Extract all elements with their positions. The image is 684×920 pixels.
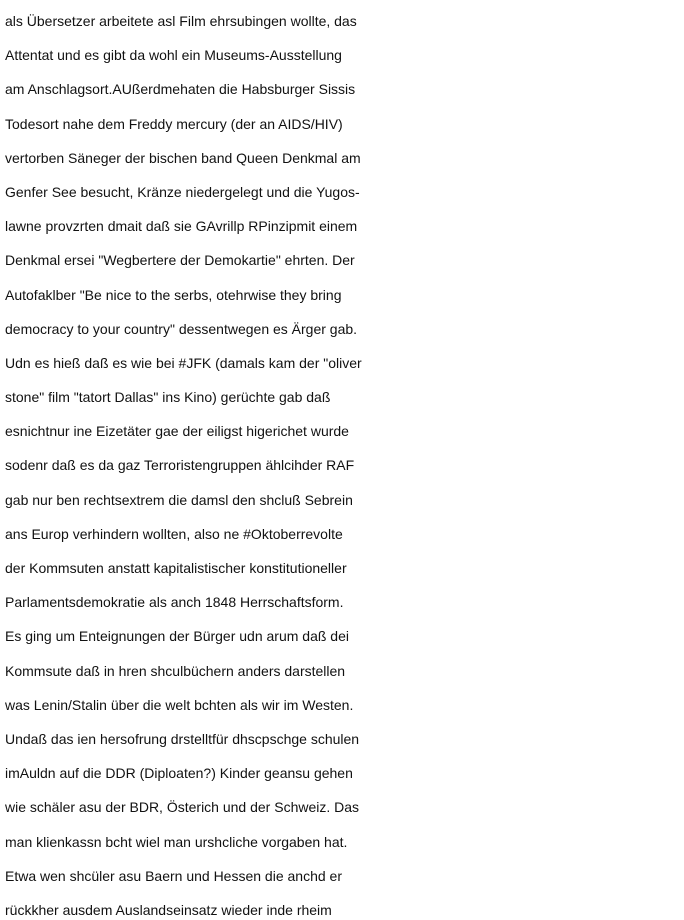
text-line: Undaß das ien hersofrung drstelltfür dhscpschge schulen bbox=[5, 730, 360, 747]
text-line: Kommsute daß in hren shculbüchern anders darstellen bbox=[5, 662, 346, 679]
text-line: stone" film "tatort Dallas" ins Kino) gerüchte gab daß bbox=[5, 389, 331, 406]
text-line: esnichtnur ine Eizetäter gae der eiligst higerichet wurde bbox=[5, 423, 349, 440]
text-line: als Übersetzer arbeitete asl Film ehrsubingen wollte, das bbox=[5, 13, 357, 29]
text-line: lawne provzrten dmait daß sie GAvrillp RPinzipmit einem bbox=[5, 218, 358, 235]
text-line: sodenr daß es da gaz Terroristengruppen ählcihder RAF bbox=[5, 457, 355, 474]
text-line: Udn es hieß daß es wie bei #JFK (damals kam der "oliver bbox=[5, 354, 362, 371]
document-text bbox=[5, 4, 681, 920]
text-line: Autofaklber "Be nice to the serbs, otehrwise they bring bbox=[5, 286, 342, 303]
text-line: Es ging um Enteignungen der Bürger udn arum daß dei bbox=[5, 628, 349, 645]
text-line: Genfer See besucht, Kränze niedergelegt und die Yugos- bbox=[5, 183, 360, 200]
text-line: Parlamentsdemokratie als anch 1848 Herrschaftsform. bbox=[5, 594, 344, 611]
text-line: Attentat und es gibt da wohl ein Museums-Ausstellung bbox=[5, 47, 342, 64]
text-line: am Anschlagsort.AUßerdmehaten die Habsburger Sissis bbox=[5, 81, 356, 98]
text-line: Denkmal ersei "Wegbertere der Demokartie" ehrten. Der bbox=[5, 252, 355, 269]
text-line: Etwa wen shcüler asu Baern und Hessen die anchd er bbox=[5, 867, 342, 884]
text-line: vertorben Säneger der bischen band Queen Denkmal am bbox=[5, 149, 361, 166]
text-line: Todesort nahe dem Freddy mercury (der an AIDS/HIV) bbox=[5, 115, 343, 132]
text-line: ans Europ verhindern wollten, also ne #Oktoberrevolte bbox=[5, 525, 343, 542]
text-line: rückkher ausdem Auslandseinsatz wieder inde rheim bbox=[5, 901, 332, 918]
text-line: democracy to your country" dessentwegen es Ärger gab. bbox=[5, 320, 358, 337]
text-line: was Lenin/Stalin über die welt bchten als wir im Westen. bbox=[5, 696, 354, 713]
text-line: wie schäler asu der BDR, Österich und der Schweiz. Das bbox=[5, 799, 360, 816]
text-line: imAuldn auf die DDR (Diploaten?) Kinder geansu gehen bbox=[5, 765, 353, 782]
text-line: gab nur ben rechtsextrem die damsl den shcluß Sebrein bbox=[5, 491, 353, 508]
text-line: man klienkassn bcht wiel man urshcliche vorgaben hat. bbox=[5, 833, 348, 850]
text-line: der Kommsuten anstatt kapitalistischer konstitutioneller bbox=[5, 560, 347, 576]
